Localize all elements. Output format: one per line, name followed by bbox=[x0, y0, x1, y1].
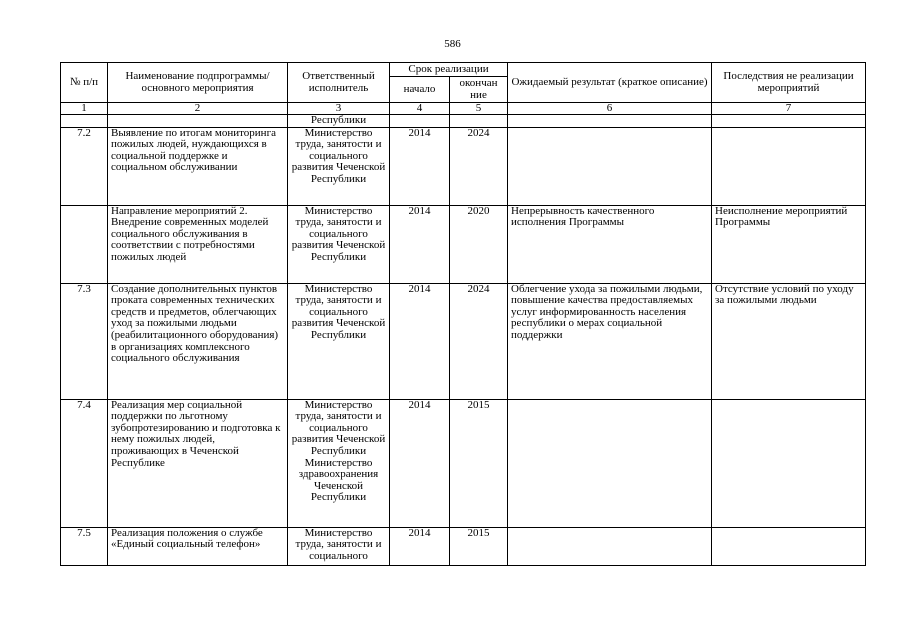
row-number: 7.3 bbox=[61, 283, 108, 399]
row-start: 2014 bbox=[390, 399, 450, 527]
row-number bbox=[61, 205, 108, 283]
row-start: 2014 bbox=[390, 527, 450, 565]
header-row bbox=[61, 63, 866, 77]
row-result: Непрерывность качественного исполнения Программы bbox=[508, 205, 712, 283]
row-end: 2015 bbox=[450, 527, 508, 565]
column-number: 6 bbox=[508, 103, 712, 115]
row-end: 2024 bbox=[450, 283, 508, 399]
column-number: 5 bbox=[450, 103, 508, 115]
row-result: Облегчение ухода за пожилыми людьми, повышение качества предоставляемых услуг информированность населения республики о мерах социальной поддержки bbox=[508, 283, 712, 399]
row-end: 2015 bbox=[450, 399, 508, 527]
row-consequence: Отсутствие условий по уходу за пожилыми людьми bbox=[712, 283, 866, 399]
row-name: Направление мероприятий 2. Внедрение современных моделей социального обслуживания в соответствии с потребностями пожилых людей bbox=[108, 205, 288, 283]
row-consequence bbox=[712, 127, 866, 205]
header-result: Ожидаемый результат (краткое описание) bbox=[508, 63, 712, 103]
row-executor: Министерство труда, занятости и социального развития Чеченской Республики bbox=[288, 205, 390, 283]
row-start: 2014 bbox=[390, 283, 450, 399]
table-row bbox=[61, 127, 866, 205]
table-row bbox=[61, 205, 866, 283]
header-start: начало bbox=[390, 77, 450, 103]
row-executor: Министерство труда, занятости и социального развития Чеченской Республики bbox=[288, 283, 390, 399]
header-period: Срок реализации bbox=[390, 63, 508, 77]
row-consequence bbox=[712, 115, 866, 128]
row-number: 7.5 bbox=[61, 527, 108, 565]
row-executor: Министерство труда, занятости и социального bbox=[288, 527, 390, 565]
page-number: 586 bbox=[444, 38, 461, 50]
row-end: 2020 bbox=[450, 205, 508, 283]
row-executor: Министерство труда, занятости и социального развития Чеченской Республики Министерство здравоохранения Чеченской Республики bbox=[288, 399, 390, 527]
row-name: Создание дополнительных пунктов проката современных технических средств и предметов, облегчающих уход за пожилыми людьми (реабилитационного оборудования) в организациях комплексного социального обслуживания bbox=[108, 283, 288, 399]
header-name: Наименование подпрограммы/ основного мероприятия bbox=[108, 63, 288, 103]
row-start: 2014 bbox=[390, 127, 450, 205]
column-number: 1 bbox=[61, 103, 108, 115]
row-consequence: Неисполнение мероприятий Программы bbox=[712, 205, 866, 283]
row-name: Выявление по итогам мониторинга пожилых людей, нуждающихся в социальной поддержке и социальном обслуживании bbox=[108, 127, 288, 205]
column-number: 4 bbox=[390, 103, 450, 115]
row-executor: Республики bbox=[288, 115, 390, 128]
row-executor: Министерство труда, занятости и социального развития Чеченской Республики bbox=[288, 127, 390, 205]
row-start: 2014 bbox=[390, 205, 450, 283]
column-number: 3 bbox=[288, 103, 390, 115]
row-start bbox=[390, 115, 450, 128]
program-measures-table bbox=[60, 62, 866, 566]
header-end: окончан ние bbox=[450, 77, 508, 103]
table-row bbox=[61, 527, 866, 565]
table-row bbox=[61, 283, 866, 399]
row-result bbox=[508, 527, 712, 565]
header-number: № п/п bbox=[61, 63, 108, 103]
column-number: 7 bbox=[712, 103, 866, 115]
table-row bbox=[61, 399, 866, 527]
row-number: 7.2 bbox=[61, 127, 108, 205]
row-consequence bbox=[712, 527, 866, 565]
column-number-row bbox=[61, 103, 866, 115]
row-name bbox=[108, 115, 288, 128]
header-executor: Ответственный исполнитель bbox=[288, 63, 390, 103]
row-end: 2024 bbox=[450, 127, 508, 205]
row-name: Реализация мер социальной поддержки по льготному зубопротезированию и подготовка к нему пожилых людей, проживающих в Чеченской Республике bbox=[108, 399, 288, 527]
header-consequence: Последствия не реализации мероприятий bbox=[712, 63, 866, 103]
table-row bbox=[61, 115, 866, 128]
row-name: Реализация положения о службе «Единый социальный телефон» bbox=[108, 527, 288, 565]
row-end bbox=[450, 115, 508, 128]
row-number bbox=[61, 115, 108, 128]
row-result bbox=[508, 399, 712, 527]
row-consequence bbox=[712, 399, 866, 527]
row-result bbox=[508, 115, 712, 128]
row-result bbox=[508, 127, 712, 205]
row-number: 7.4 bbox=[61, 399, 108, 527]
column-number: 2 bbox=[108, 103, 288, 115]
